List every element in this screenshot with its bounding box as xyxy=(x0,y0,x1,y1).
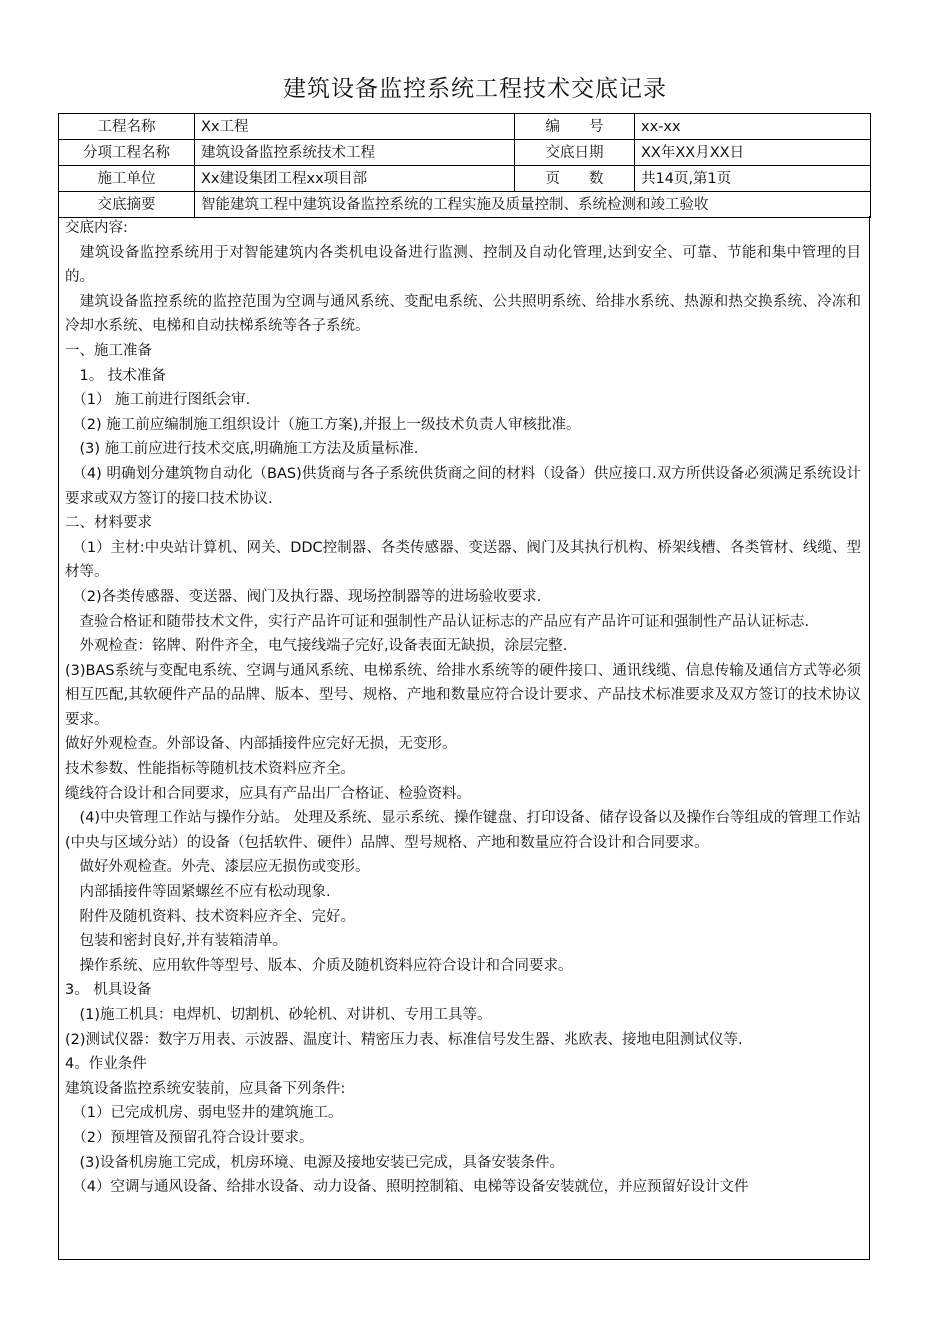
subsection-equipment: 3。 机具设备 xyxy=(65,982,152,999)
paragraph: 技术参数、性能指标等随机技术资料应齐全。 xyxy=(65,761,355,778)
list-item: (2)测试仪器：数字万用表、示波器、温度计、精密压力表、标准信号发生器、兆欧表、接地电阻测试仪等. xyxy=(65,1031,743,1048)
list-item: (3) 施工前应进行技术交底,明确施工方法及质量标准. xyxy=(65,441,419,458)
paragraph: 操作系统、应用软件等型号、版本、介质及随机资料应符合设计和合同要求。 xyxy=(65,957,573,974)
paragraph: 包装和密封良好,并有装箱清单。 xyxy=(65,933,288,950)
paragraph: 查验合格证和随带技术文件，实行产品许可证和强制性产品认证标志的产品应有产品许可证和强制性产品认证标志. xyxy=(65,613,810,630)
list-item: （4) 明确划分建筑物自动化（BAS)供货商与各子系统供货商之间的材料（设备）供应接口.双方所供设备必须满足系统设计要求或双方签订的接口技术协议. xyxy=(65,465,861,507)
list-item: （1）主材:中央站计算机、网关、DDC控制器、各类传感器、变送器、阀门及其执行机构、桥架线槽、各类管材、线缆、型材等。 xyxy=(65,539,861,581)
paragraph: 内部插接件等固紧螺丝不应有松动现象. xyxy=(65,884,331,901)
section-heading-materials: 二、材料要求 xyxy=(65,515,152,532)
summary-value: 智能建筑工程中建筑设备监控系统的工程实施及质量控制、系统检测和竣工验收 xyxy=(195,192,871,218)
list-item: （2）预埋管及预留孔符合设计要求。 xyxy=(65,1129,314,1146)
project-name-value: Xx工程 xyxy=(195,114,515,140)
pages-label: 页 数 xyxy=(515,166,635,192)
unit-value: Xx建设集团工程xx项目部 xyxy=(195,166,515,192)
paragraph-purpose: 建筑设备监控系统用于对智能建筑内各类机电设备进行监测、控制及自动化管理,达到安全、可靠、节能和集中管理的目的。 xyxy=(65,244,861,286)
project-name-label: 工程名称 xyxy=(59,114,195,140)
paragraph: 缆线符合设计和合同要求，应具有产品出厂合格证、检验资料。 xyxy=(65,785,471,802)
date-value: XX年XX月XX日 xyxy=(635,140,871,166)
paragraph: 建筑设备监控系统安装前，应具备下列条件: xyxy=(65,1080,346,1097)
list-item: （2)各类传感器、变送器、阀门及执行器、现场控制器等的进场验收要求. xyxy=(65,588,542,605)
number-label: 编 号 xyxy=(515,114,635,140)
sub-project-value: 建筑设备监控系统技术工程 xyxy=(195,140,515,166)
subsection-work-conditions: 4。作业条件 xyxy=(65,1056,147,1073)
sub-project-label: 分项工程名称 xyxy=(59,140,195,166)
header-row-subproject xyxy=(59,140,871,166)
list-item: (3)设备机房施工完成，机房环境、电源及接地安装已完成，具备安装条件。 xyxy=(65,1154,565,1171)
header-row-unit xyxy=(59,166,871,192)
list-item: (1)施工机具：电焊机、切割机、砂轮机、对讲机、专用工具等。 xyxy=(65,1007,492,1023)
content-box xyxy=(58,216,870,1260)
list-item: （2) 施工前应编制施工组织设计（施工方案),并报上一级技术负责人审核批准。 xyxy=(65,416,581,433)
summary-label: 交底摘要 xyxy=(59,192,195,218)
paragraph-scope: 建筑设备监控系统的监控范围为空调与通风系统、变配电系统、公共照明系统、给排水系统、热源和热交换系统、冷冻和冷却水系统、电梯和自动扶梯系统等各子系统。 xyxy=(65,293,861,335)
list-item: (4)中央管理工作站与操作分站。 处理及系统、显示系统、操作键盘、打印设备、储存设备以及操作台等组成的管理工作站(中央与区域分站）的设备（包括软件、硬件）品牌、型号规格、产地和数量应符合设计和合同要求。 xyxy=(65,810,861,851)
header-table xyxy=(58,113,871,218)
paragraph: 做好外观检查。外部设备、内部插接件应完好无损，无变形。 xyxy=(65,736,457,753)
date-label: 交底日期 xyxy=(515,140,635,166)
list-item: （1）已完成机房、弱电竖井的建筑施工。 xyxy=(65,1105,343,1122)
content-heading: 交底内容: xyxy=(65,220,128,236)
paragraph: 外观检查：铭牌、附件齐全，电气接线端子完好,设备表面无缺损，涂层完整. xyxy=(65,638,568,655)
document-title: 建筑设备监控系统工程技术交底记录 xyxy=(283,76,667,102)
section-heading-preparation: 一、施工准备 xyxy=(65,342,152,359)
list-item: （4）空调与通风设备、给排水设备、动力设备、照明控制箱、电梯等设备安装就位，并应预留好设计文件 xyxy=(65,1179,749,1196)
paragraph: 做好外观检查。外壳、漆层应无损伤或变形。 xyxy=(65,859,370,876)
number-value: xx-xx xyxy=(635,114,871,140)
paragraph: 附件及随机资料、技术资料应齐全、完好。 xyxy=(65,908,355,925)
list-item: （1） 施工前进行图纸会审. xyxy=(65,392,251,409)
header-row-summary xyxy=(59,192,871,218)
subsection-technical-preparation: 1。 技术准备 xyxy=(65,367,166,384)
pages-value: 共14页,第1页 xyxy=(635,166,871,192)
header-row-project xyxy=(59,114,871,140)
unit-label: 施工单位 xyxy=(59,166,195,192)
list-item: (3)BAS系统与变配电系统、空调与通风系统、电梯系统、给排水系统等的硬件接口、通讯线缆、信息传输及通信方式等必须相互匹配,其软硬件产品的品牌、版本、型号、规格、产地和数量应符合设计要求、产品技术标准要求及双方签订的技术协议要求。 xyxy=(65,662,861,728)
